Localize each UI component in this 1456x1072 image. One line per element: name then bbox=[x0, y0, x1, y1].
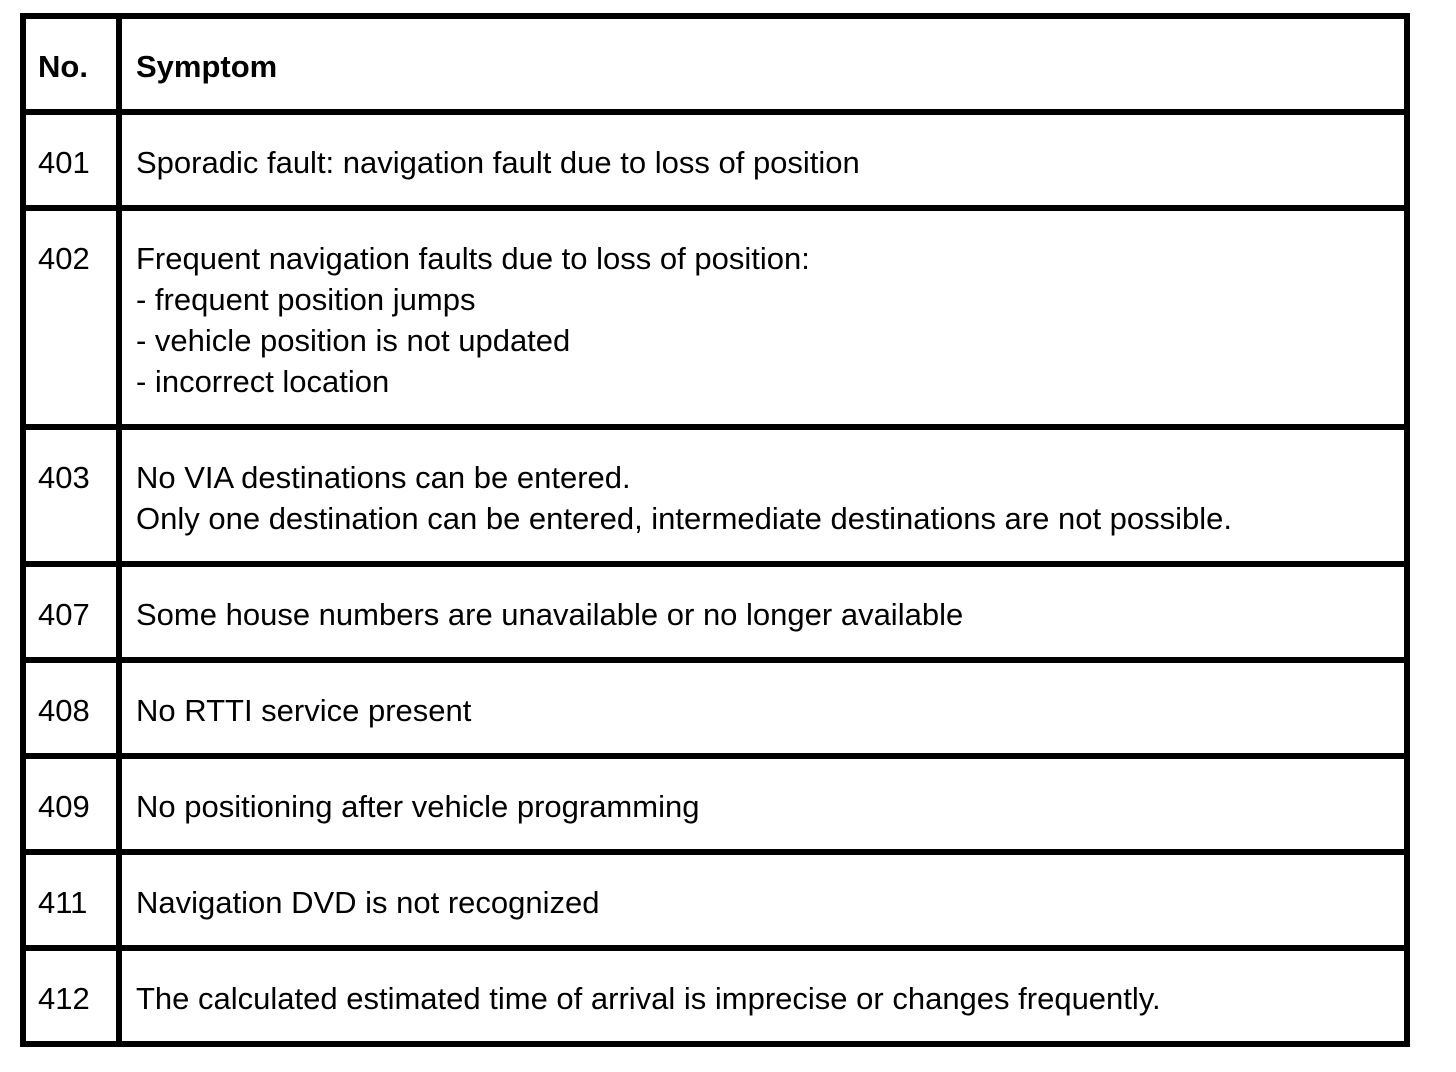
row-number: 408 bbox=[23, 660, 119, 756]
symptom-line: Sporadic fault: navigation fault due to loss of position bbox=[136, 145, 860, 180]
header-no: No. bbox=[23, 16, 119, 112]
row-symptom bbox=[119, 756, 1407, 852]
row-number: 407 bbox=[23, 564, 119, 660]
row-symptom bbox=[119, 427, 1407, 564]
row-number: 401 bbox=[23, 112, 119, 208]
symptom-line: The calculated estimated time of arrival is imprecise or changes frequently. bbox=[136, 981, 1161, 1016]
symptom-table bbox=[20, 13, 1410, 1047]
row-symptom bbox=[119, 948, 1407, 1044]
row-number: 403 bbox=[23, 427, 119, 564]
row-number: 412 bbox=[23, 948, 119, 1044]
table-row bbox=[23, 208, 1407, 427]
table-row bbox=[23, 948, 1407, 1044]
symptom-line: - frequent position jumps bbox=[136, 282, 476, 317]
symptom-line: Some house numbers are unavailable or no longer available bbox=[136, 597, 964, 632]
row-symptom bbox=[119, 112, 1407, 208]
table-row bbox=[23, 427, 1407, 564]
row-symptom bbox=[119, 564, 1407, 660]
header-symptom: Symptom bbox=[119, 16, 1407, 112]
symptom-line: - vehicle position is not updated bbox=[136, 323, 571, 358]
row-number: 409 bbox=[23, 756, 119, 852]
symptom-line: Navigation DVD is not recognized bbox=[136, 885, 600, 920]
row-number: 402 bbox=[23, 208, 119, 427]
symptom-line: Only one destination can be entered, intermediate destinations are not possible. bbox=[136, 501, 1233, 536]
row-symptom bbox=[119, 208, 1407, 427]
table-header-row bbox=[23, 16, 1407, 112]
table-row bbox=[23, 660, 1407, 756]
row-symptom bbox=[119, 852, 1407, 948]
table-row bbox=[23, 564, 1407, 660]
row-number: 411 bbox=[23, 852, 119, 948]
symptom-line: No VIA destinations can be entered. bbox=[136, 460, 631, 495]
symptom-line: No positioning after vehicle programming bbox=[136, 789, 700, 824]
row-symptom bbox=[119, 660, 1407, 756]
table-row bbox=[23, 112, 1407, 208]
symptom-line: Frequent navigation faults due to loss of position: bbox=[136, 241, 810, 276]
table-row bbox=[23, 756, 1407, 852]
symptom-line: No RTTI service present bbox=[136, 693, 472, 728]
symptom-line: - incorrect location bbox=[136, 364, 390, 399]
table-row bbox=[23, 852, 1407, 948]
